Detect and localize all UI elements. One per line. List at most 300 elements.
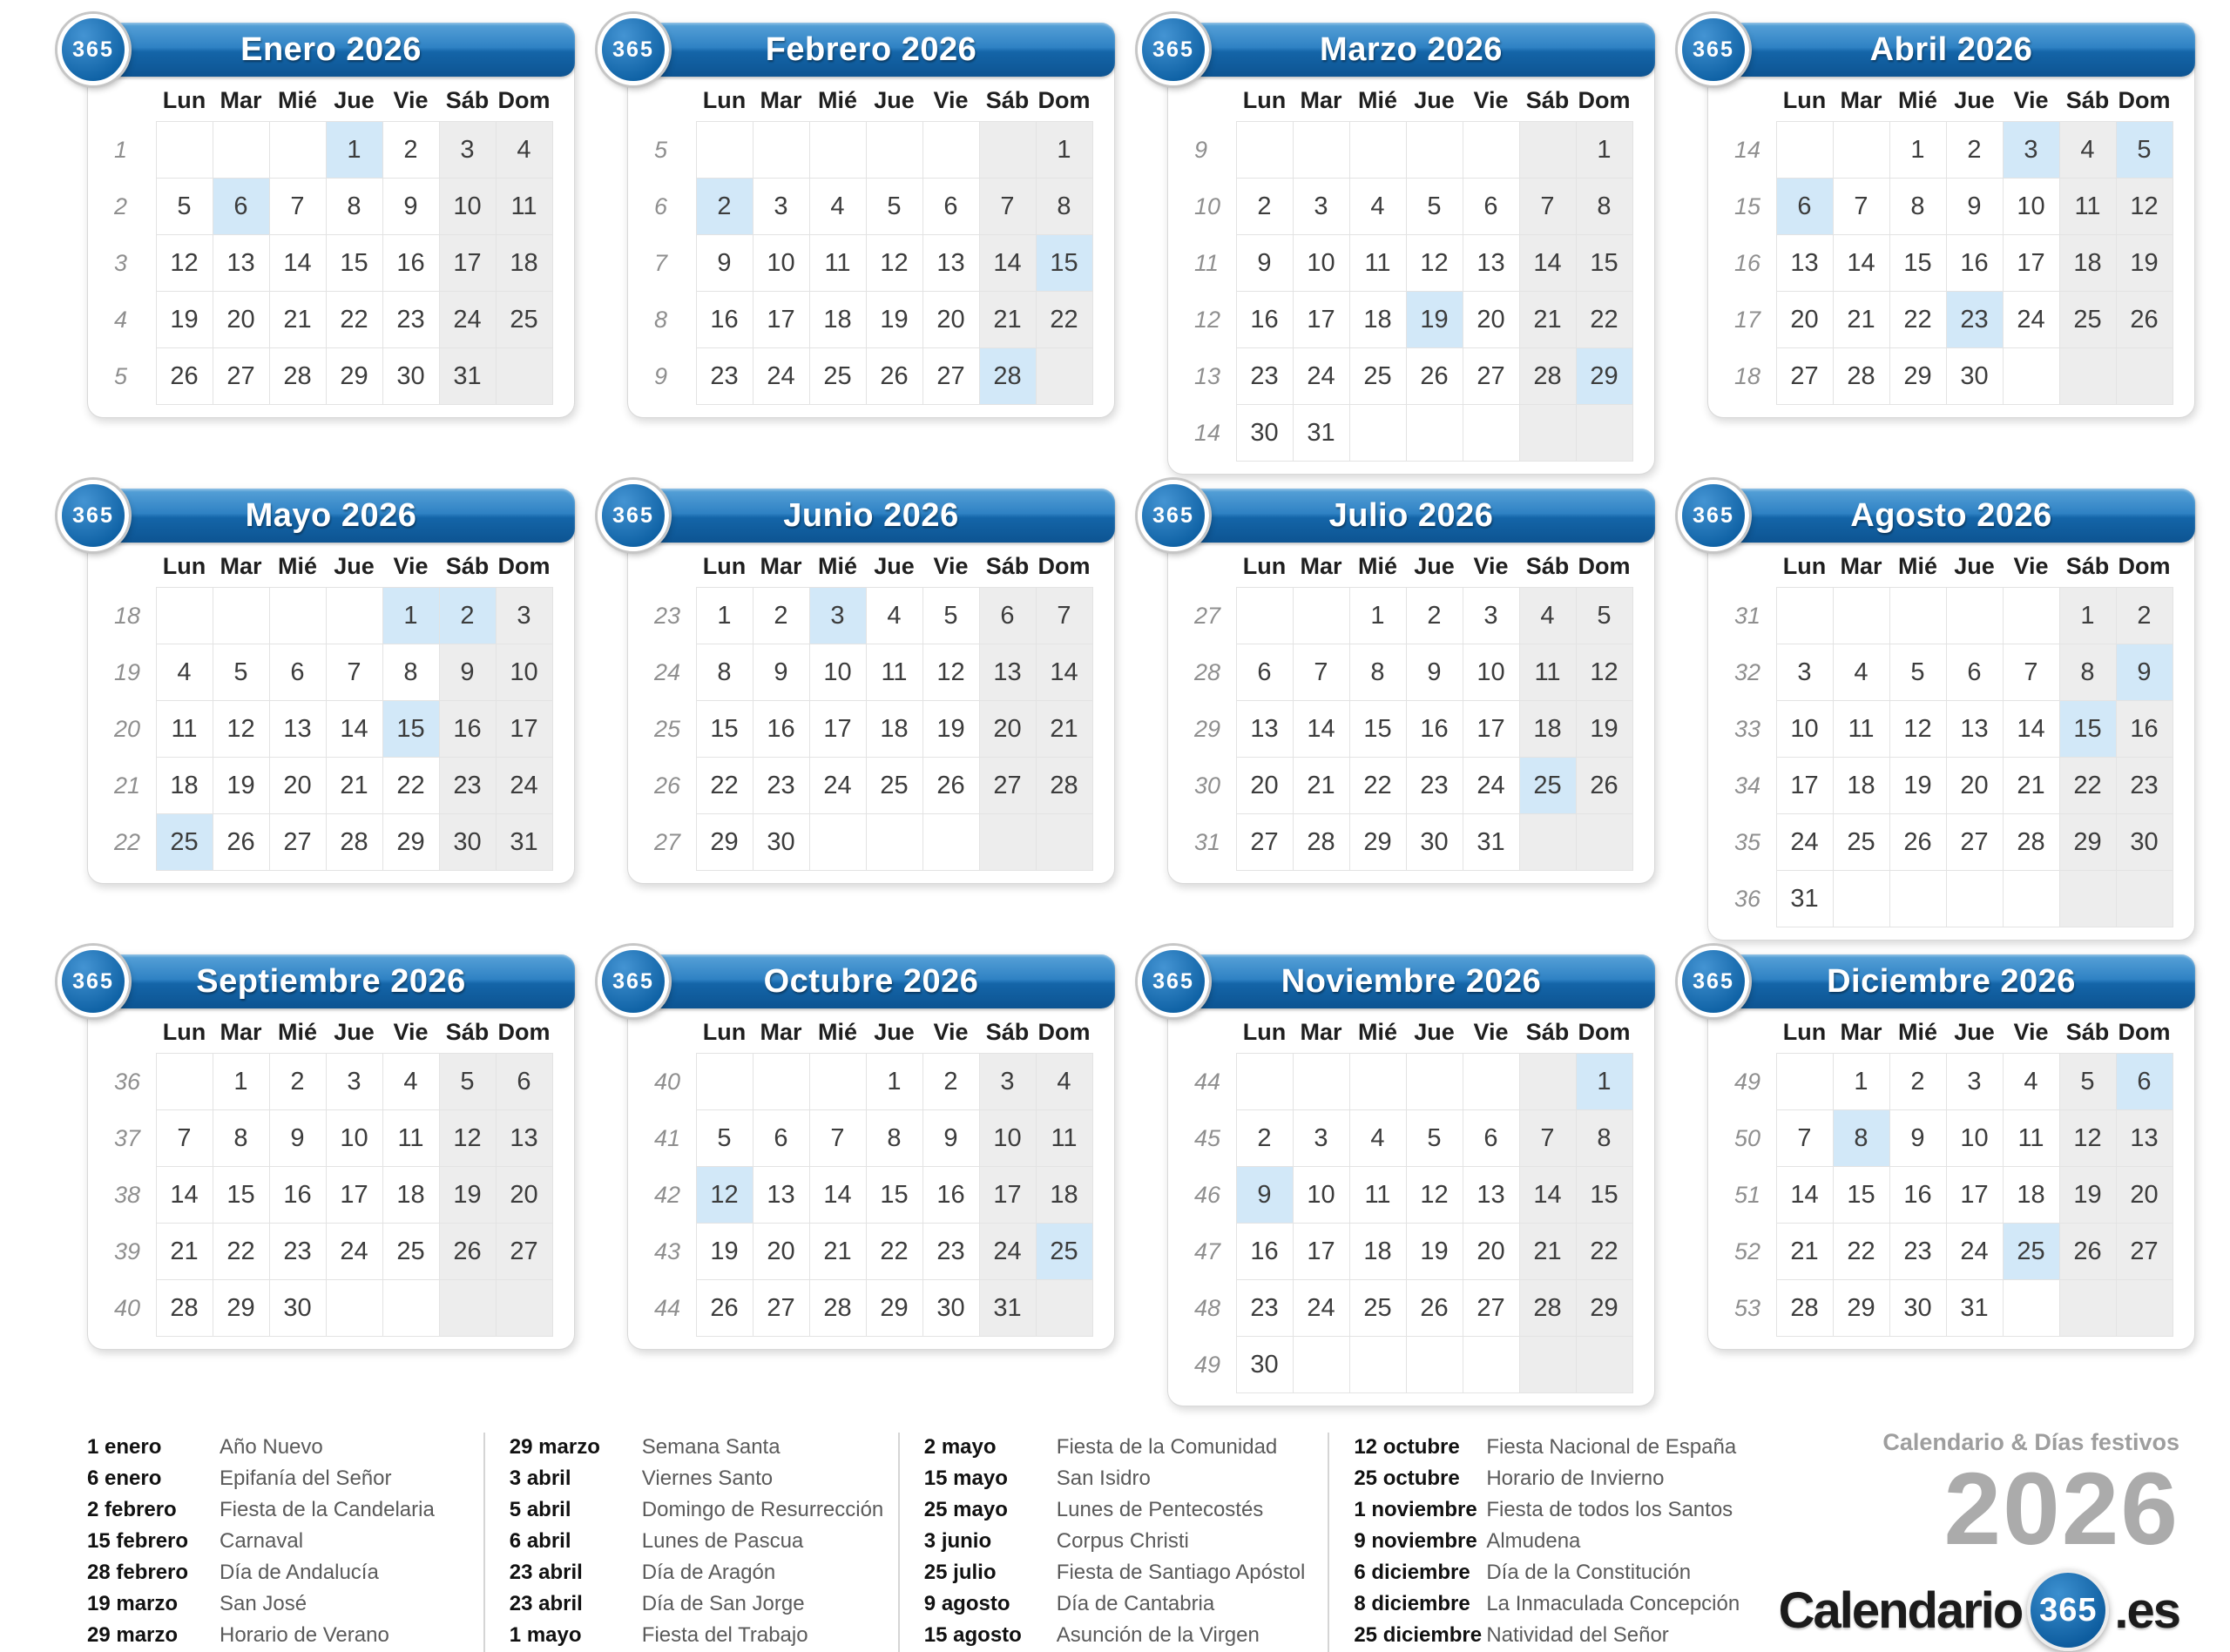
week-column-header <box>1731 1017 1776 1054</box>
day-cell: 2 <box>696 179 753 235</box>
weekday-header-row <box>651 85 1092 122</box>
day-cell: 16 <box>922 1167 979 1224</box>
week-number: 44 <box>1194 1068 1221 1095</box>
week-number: 31 <box>1194 828 1221 855</box>
day-cell: 15 <box>1036 235 1092 292</box>
day-cell: 28 <box>269 348 326 405</box>
week-row <box>651 758 1092 814</box>
empty-day-cell <box>1889 588 1946 644</box>
legend-date: 9 agosto <box>923 1592 1010 1615</box>
week-column-header <box>1191 85 1236 122</box>
day-cell: 6 <box>753 1110 809 1167</box>
day-cell: 10 <box>809 644 866 701</box>
week-number: 36 <box>1734 885 1761 912</box>
empty-day-cell <box>1036 814 1092 871</box>
empty-day-cell <box>1776 122 1833 179</box>
day-cell: 20 <box>269 758 326 814</box>
week-number: 52 <box>1734 1237 1761 1264</box>
week-row <box>1191 701 1632 758</box>
legend-date: 2 febrero <box>87 1498 177 1521</box>
day-cell: 29 <box>1576 1280 1632 1337</box>
legend-column-2 <box>483 1433 884 1652</box>
day-cell: 29 <box>1833 1280 1889 1337</box>
legend-date: 8 diciembre <box>1354 1592 1470 1615</box>
legend-item <box>87 1558 461 1589</box>
legend-holiday-name: Día de Cantabria <box>1056 1592 1215 1615</box>
day-cell: 26 <box>1406 1280 1463 1337</box>
day-cell: 25 <box>156 814 213 871</box>
day-cell: 22 <box>1833 1224 1889 1280</box>
weekday-label: Vie <box>2013 553 2049 579</box>
empty-day-cell <box>1519 814 1576 871</box>
day-cell: 22 <box>696 758 753 814</box>
day-cell: 24 <box>1293 348 1349 405</box>
week-row <box>1191 1224 1632 1280</box>
empty-day-cell <box>2116 348 2173 405</box>
weekday-label: Mar <box>1300 553 1342 579</box>
week-row <box>1731 758 2173 814</box>
week-row <box>1731 1224 2173 1280</box>
day-cell: 25 <box>809 348 866 405</box>
legend-item <box>510 1527 875 1558</box>
day-cell: 3 <box>326 1054 382 1110</box>
weekday-header-row <box>651 1017 1092 1054</box>
day-cell: 27 <box>269 814 326 871</box>
day-cell: 31 <box>439 348 496 405</box>
day-cell: 6 <box>1236 644 1293 701</box>
day-cell: 26 <box>2059 1224 2116 1280</box>
week-number: 25 <box>654 715 681 742</box>
legend-date: 3 abril <box>509 1467 571 1490</box>
day-cell: 3 <box>1463 588 1519 644</box>
week-row <box>1731 644 2173 701</box>
week-row <box>1731 1280 2173 1337</box>
week-number: 28 <box>1194 658 1221 685</box>
week-row <box>651 1054 1092 1110</box>
day-cell: 30 <box>2116 814 2173 871</box>
day-cell: 21 <box>809 1224 866 1280</box>
day-cell: 3 <box>2003 122 2059 179</box>
empty-day-cell <box>2059 1280 2116 1337</box>
legend-holiday-name: Lunes de Pascua <box>641 1529 804 1553</box>
day-cell: 30 <box>1236 405 1293 462</box>
legend-holiday-name: Carnaval <box>220 1529 304 1553</box>
month-title: Febrero 2026 <box>765 31 977 68</box>
empty-day-cell <box>2059 871 2116 927</box>
day-cell: 6 <box>269 644 326 701</box>
day-cell: 28 <box>156 1280 213 1337</box>
day-cell: 7 <box>326 644 382 701</box>
day-cell: 18 <box>1519 701 1576 758</box>
weekday-label: Jue <box>1414 87 1455 113</box>
week-number: 43 <box>654 1237 681 1264</box>
day-cell: 16 <box>382 235 439 292</box>
day-cell: 16 <box>1889 1167 1946 1224</box>
day-cell: 7 <box>1776 1110 1833 1167</box>
month-header <box>612 489 1115 543</box>
empty-day-cell <box>979 814 1036 871</box>
week-number: 32 <box>1734 658 1761 685</box>
day-cell: 23 <box>269 1224 326 1280</box>
empty-day-cell <box>1236 588 1293 644</box>
day-cell: 20 <box>1463 292 1519 348</box>
weekday-label: Jue <box>1414 1019 1455 1045</box>
legend-holiday-name: Domingo de Resurrección <box>641 1498 884 1521</box>
month-title: Septiembre 2026 <box>196 963 466 1000</box>
week-row <box>1191 122 1632 179</box>
day-cell: 28 <box>1293 814 1349 871</box>
week-row <box>111 588 552 644</box>
legend-date: 28 febrero <box>87 1561 189 1584</box>
day-cell: 17 <box>496 701 552 758</box>
day-cell: 1 <box>1576 122 1632 179</box>
day-cell: 11 <box>156 701 213 758</box>
weekday-label: Dom <box>1037 1019 1091 1045</box>
day-cell: 20 <box>1463 1224 1519 1280</box>
day-cell: 3 <box>496 588 552 644</box>
legend-item <box>510 1621 875 1652</box>
legend-date: 15 agosto <box>923 1623 1022 1647</box>
week-row <box>1731 588 2173 644</box>
weekday-label: Vie <box>2013 1019 2049 1045</box>
day-cell: 15 <box>696 701 753 758</box>
weekday-label: Vie <box>393 553 429 579</box>
day-cell: 31 <box>496 814 552 871</box>
day-cell: 23 <box>382 292 439 348</box>
day-cell: 1 <box>382 588 439 644</box>
weekday-label: Lun <box>702 87 747 113</box>
day-cell: 7 <box>1293 644 1349 701</box>
day-cell: 10 <box>1293 235 1349 292</box>
day-cell: 19 <box>2059 1167 2116 1224</box>
day-cell: 3 <box>1776 644 1833 701</box>
day-cell: 12 <box>866 235 922 292</box>
day-cell: 22 <box>1576 1224 1632 1280</box>
weekday-label: Dom <box>497 87 551 113</box>
weekday-label: Vie <box>393 87 429 113</box>
day-cell: 3 <box>809 588 866 644</box>
week-row <box>1191 644 1632 701</box>
day-cell: 17 <box>753 292 809 348</box>
legend-column-4 <box>1328 1433 1778 1652</box>
day-cell: 16 <box>696 292 753 348</box>
legend-date: 25 julio <box>923 1561 997 1584</box>
day-cell: 29 <box>696 814 753 871</box>
legend-item <box>924 1558 1306 1589</box>
day-cell: 31 <box>979 1280 1036 1337</box>
legend-item <box>510 1558 875 1589</box>
legend-item <box>87 1527 461 1558</box>
weekday-label: Sáb <box>1525 553 1570 579</box>
day-cell: 5 <box>1889 644 1946 701</box>
day-cell: 12 <box>2116 179 2173 235</box>
week-number: 40 <box>114 1294 141 1321</box>
day-cell: 23 <box>922 1224 979 1280</box>
day-cell: 24 <box>1293 1280 1349 1337</box>
weekday-label: Mar <box>220 87 262 113</box>
day-cell: 30 <box>1889 1280 1946 1337</box>
weekday-label: Dom <box>1578 87 1631 113</box>
day-cell: 22 <box>1036 292 1092 348</box>
week-row <box>1191 1337 1632 1393</box>
day-cell: 10 <box>1946 1110 2003 1167</box>
empty-day-cell <box>1776 588 1833 644</box>
day-cell: 26 <box>1406 348 1463 405</box>
day-cell: 21 <box>1036 701 1092 758</box>
365-badge-icon: 365 <box>1138 14 1209 85</box>
week-row <box>1731 1110 2173 1167</box>
day-cell: 27 <box>922 348 979 405</box>
weekday-label: Vie <box>393 1019 429 1045</box>
week-number: 16 <box>1734 249 1761 276</box>
week-number: 4 <box>114 306 128 333</box>
empty-day-cell <box>1406 405 1463 462</box>
legend-holiday-name: Fiesta de todos los Santos <box>1486 1498 1733 1521</box>
day-cell: 19 <box>213 758 269 814</box>
empty-day-cell <box>1406 122 1463 179</box>
month-header <box>1693 23 2195 77</box>
day-cell: 27 <box>213 348 269 405</box>
weekday-label: Mié <box>277 87 317 113</box>
day-cell: 1 <box>326 122 382 179</box>
day-cell: 7 <box>1519 179 1576 235</box>
day-cell: 2 <box>753 588 809 644</box>
day-cell: 30 <box>753 814 809 871</box>
weekday-label: Lun <box>162 553 206 579</box>
week-number: 27 <box>654 828 681 855</box>
day-cell: 12 <box>439 1110 496 1167</box>
week-column-header <box>111 85 156 122</box>
week-number: 6 <box>654 192 668 219</box>
day-cell: 7 <box>809 1110 866 1167</box>
legend-holiday-name: San José <box>220 1592 307 1615</box>
day-cell: 20 <box>1236 758 1293 814</box>
legend-date: 25 octubre <box>1354 1467 1460 1490</box>
day-cell: 18 <box>2003 1167 2059 1224</box>
week-number: 45 <box>1194 1124 1221 1151</box>
week-number: 48 <box>1194 1294 1221 1321</box>
legend-holiday-name: Día de Andalucía <box>220 1561 379 1584</box>
day-cell: 15 <box>1889 235 1946 292</box>
legend-holiday-name: Epifanía del Señor <box>220 1467 392 1490</box>
day-cell: 16 <box>1236 1224 1293 1280</box>
day-cell: 16 <box>439 701 496 758</box>
week-number: 24 <box>654 658 681 685</box>
empty-day-cell <box>213 588 269 644</box>
day-cell: 31 <box>1463 814 1519 871</box>
365-badge-icon: 365 <box>1138 480 1209 551</box>
empty-day-cell <box>213 122 269 179</box>
day-cell: 11 <box>1519 644 1576 701</box>
month-title: Junio 2026 <box>783 497 959 534</box>
day-cell: 14 <box>1833 235 1889 292</box>
month-header <box>1152 23 1655 77</box>
day-cell: 21 <box>156 1224 213 1280</box>
day-cell: 6 <box>213 179 269 235</box>
month-header <box>612 954 1115 1008</box>
day-cell: 9 <box>1236 235 1293 292</box>
day-cell: 27 <box>1236 814 1293 871</box>
week-row <box>111 1280 552 1337</box>
day-cell: 18 <box>866 701 922 758</box>
legend-date: 6 enero <box>87 1467 162 1490</box>
day-cell: 28 <box>326 814 382 871</box>
week-number: 35 <box>1734 828 1761 855</box>
weekday-header-row <box>111 1017 552 1054</box>
day-cell: 24 <box>753 348 809 405</box>
empty-day-cell <box>2003 348 2059 405</box>
weekday-label: Lun <box>1242 553 1287 579</box>
weekday-label: Mié <box>277 553 317 579</box>
empty-day-cell <box>1576 405 1632 462</box>
empty-day-cell <box>753 1054 809 1110</box>
weekday-label: Jue <box>334 1019 375 1045</box>
week-number: 19 <box>114 658 141 685</box>
weekday-label: Sáb <box>985 87 1030 113</box>
empty-day-cell <box>1293 1054 1349 1110</box>
day-cell: 14 <box>1519 1167 1576 1224</box>
week-number: 5 <box>114 362 128 389</box>
day-cell: 9 <box>1946 179 2003 235</box>
month-card <box>72 954 575 1350</box>
day-cell: 19 <box>1406 292 1463 348</box>
weekday-header-row <box>1191 1017 1632 1054</box>
day-cell: 25 <box>1036 1224 1092 1280</box>
month-header <box>72 954 575 1008</box>
week-row <box>111 644 552 701</box>
legend-item <box>924 1464 1306 1495</box>
week-column-header <box>1731 85 1776 122</box>
day-cell: 13 <box>1463 235 1519 292</box>
day-cell: 5 <box>866 179 922 235</box>
day-cell: 15 <box>866 1167 922 1224</box>
day-cell: 21 <box>2003 758 2059 814</box>
weekday-label: Mié <box>817 1019 857 1045</box>
week-number: 49 <box>1194 1351 1221 1378</box>
legend-item <box>87 1464 461 1495</box>
weekday-label: Mié <box>1357 1019 1397 1045</box>
empty-day-cell <box>439 1280 496 1337</box>
day-cell: 17 <box>1946 1167 2003 1224</box>
day-cell: 26 <box>439 1224 496 1280</box>
weekday-label: Mar <box>1840 1019 1882 1045</box>
week-number: 53 <box>1734 1294 1761 1321</box>
day-cell: 13 <box>496 1110 552 1167</box>
day-cell: 30 <box>439 814 496 871</box>
week-column-header <box>111 551 156 588</box>
day-cell: 28 <box>1519 348 1576 405</box>
month-card <box>1693 954 2195 1350</box>
week-column-header <box>1191 551 1236 588</box>
week-row <box>1191 588 1632 644</box>
day-cell: 5 <box>2059 1054 2116 1110</box>
day-cell: 25 <box>2059 292 2116 348</box>
week-row <box>111 1054 552 1110</box>
day-cell: 11 <box>1349 1167 1406 1224</box>
day-cell: 17 <box>2003 235 2059 292</box>
empty-day-cell <box>1293 1337 1349 1393</box>
weekday-label: Vie <box>1473 87 1509 113</box>
weekday-label: Vie <box>1473 553 1509 579</box>
day-cell: 23 <box>439 758 496 814</box>
week-row <box>651 701 1092 758</box>
day-cell: 8 <box>326 179 382 235</box>
day-cell: 10 <box>496 644 552 701</box>
day-cell: 26 <box>866 348 922 405</box>
day-cell: 26 <box>1889 814 1946 871</box>
empty-day-cell <box>1576 1337 1632 1393</box>
day-cell: 22 <box>382 758 439 814</box>
legend-item <box>87 1621 461 1652</box>
day-cell: 9 <box>269 1110 326 1167</box>
day-cell: 12 <box>1406 235 1463 292</box>
empty-day-cell <box>696 122 753 179</box>
weekday-label: Jue <box>874 553 915 579</box>
weekday-header-row <box>651 551 1092 588</box>
week-number: 11 <box>1194 249 1220 276</box>
day-cell: 9 <box>2116 644 2173 701</box>
week-row <box>1191 1167 1632 1224</box>
day-cell: 6 <box>496 1054 552 1110</box>
year-large: 2026 <box>1943 1452 2179 1567</box>
week-number: 13 <box>1194 362 1221 389</box>
week-row <box>1731 122 2173 179</box>
weekday-label: Sáb <box>2065 553 2110 579</box>
day-cell: 1 <box>1349 588 1406 644</box>
day-cell: 22 <box>326 292 382 348</box>
week-row <box>111 179 552 235</box>
weekday-label: Jue <box>874 87 915 113</box>
week-number: 18 <box>114 602 141 629</box>
tagline: Calendario & Días festivos <box>1882 1429 2179 1455</box>
legend-item <box>924 1589 1306 1621</box>
week-row <box>1731 701 2173 758</box>
month-card <box>72 489 575 884</box>
empty-day-cell <box>496 348 552 405</box>
legend-date: 19 marzo <box>87 1592 179 1615</box>
day-cell: 14 <box>156 1167 213 1224</box>
empty-day-cell <box>382 1280 439 1337</box>
day-cell: 28 <box>809 1280 866 1337</box>
day-cell: 23 <box>1946 292 2003 348</box>
week-column-header <box>651 551 696 588</box>
day-cell: 6 <box>979 588 1036 644</box>
weekday-header-row <box>1731 1017 2173 1054</box>
week-row <box>651 1167 1092 1224</box>
weekday-label: Jue <box>1414 553 1455 579</box>
week-row <box>111 758 552 814</box>
empty-day-cell <box>1349 1337 1406 1393</box>
week-row <box>651 179 1092 235</box>
day-cell: 5 <box>1406 179 1463 235</box>
month-card <box>1693 23 2195 418</box>
legend-date: 25 diciembre <box>1354 1623 1483 1647</box>
day-cell: 23 <box>2116 758 2173 814</box>
month-table <box>111 1017 553 1337</box>
month-title: Agosto 2026 <box>1850 497 2052 534</box>
month-table <box>651 551 1093 871</box>
weekday-header-row <box>1191 551 1632 588</box>
legend-holiday-name: San Isidro <box>1056 1467 1151 1490</box>
day-cell: 27 <box>1776 348 1833 405</box>
month-card <box>72 23 575 418</box>
week-row <box>651 292 1092 348</box>
day-cell: 11 <box>866 644 922 701</box>
day-cell: 1 <box>1889 122 1946 179</box>
day-cell: 8 <box>1349 644 1406 701</box>
empty-day-cell <box>269 122 326 179</box>
day-cell: 11 <box>2059 179 2116 235</box>
